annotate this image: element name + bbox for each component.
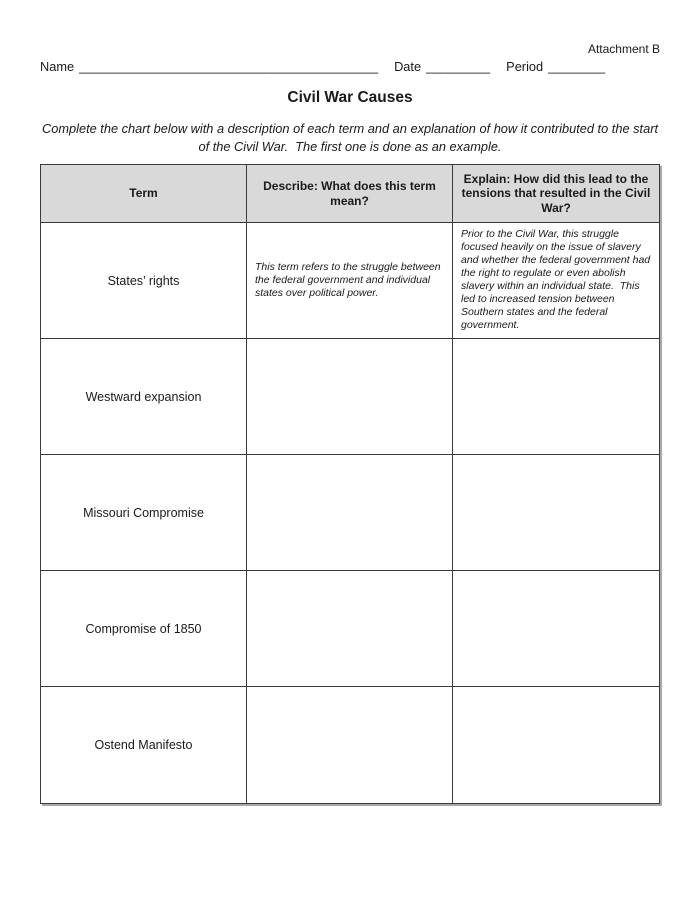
describe-cell-missouri-compromise[interactable] — [247, 455, 453, 571]
describe-cell-compromise-of-1850[interactable] — [247, 571, 453, 687]
describe-cell-ostend-manifesto[interactable] — [247, 687, 453, 803]
explain-cell-westward-expansion[interactable] — [453, 339, 659, 455]
instructions-line-2: of the Civil War. The first one is done as an example. — [198, 139, 502, 154]
name-field — [40, 59, 378, 75]
term-cell-westward-expansion: Westward expansion — [41, 339, 247, 455]
period-field — [506, 59, 605, 75]
explain-cell-ostend-manifesto[interactable] — [453, 687, 659, 803]
term-cell-missouri-compromise: Missouri Compromise — [41, 455, 247, 571]
instructions-line-1: Complete the chart below with a description of each term and an explanation of how it contributed to the start — [41, 121, 659, 136]
date-label: Date — [394, 59, 422, 74]
instructions — [40, 120, 660, 156]
name-label: Name — [40, 59, 75, 74]
describe-cell-states-rights: This term refers to the struggle between the federal government and individual states over political power. — [247, 223, 453, 339]
explain-cell-compromise-of-1850[interactable] — [453, 571, 659, 687]
column-header-explain: Explain: How did this lead to the tensions that resulted in the Civil War? — [453, 165, 659, 223]
date-field — [394, 59, 490, 75]
period-blank-line[interactable]: ________ — [548, 59, 606, 74]
term-cell-ostend-manifesto: Ostend Manifesto — [41, 687, 247, 803]
describe-cell-westward-expansion[interactable] — [247, 339, 453, 455]
header-fields — [40, 59, 660, 75]
explain-cell-states-rights: Prior to the Civil War, this struggle focused heavily on the issue of slavery and whether the federal government had the right to regulate or even abolish slavery within an individual state. This led to increased tension between Southern states and the federal government. — [453, 223, 659, 339]
period-label: Period — [506, 59, 544, 74]
page-title: Civil War Causes — [287, 89, 413, 106]
name-blank-line[interactable]: __________________________________________ — [79, 59, 379, 74]
date-blank-line[interactable]: _________ — [426, 59, 491, 74]
explain-cell-missouri-compromise[interactable] — [453, 455, 659, 571]
civil-war-causes-table — [40, 164, 660, 804]
term-cell-compromise-of-1850: Compromise of 1850 — [41, 571, 247, 687]
column-header-term: Term — [41, 165, 247, 223]
term-cell-states-rights: States’ rights — [41, 223, 247, 339]
column-header-describe: Describe: What does this term mean? — [247, 165, 453, 223]
attachment-label: Attachment B — [587, 42, 660, 56]
